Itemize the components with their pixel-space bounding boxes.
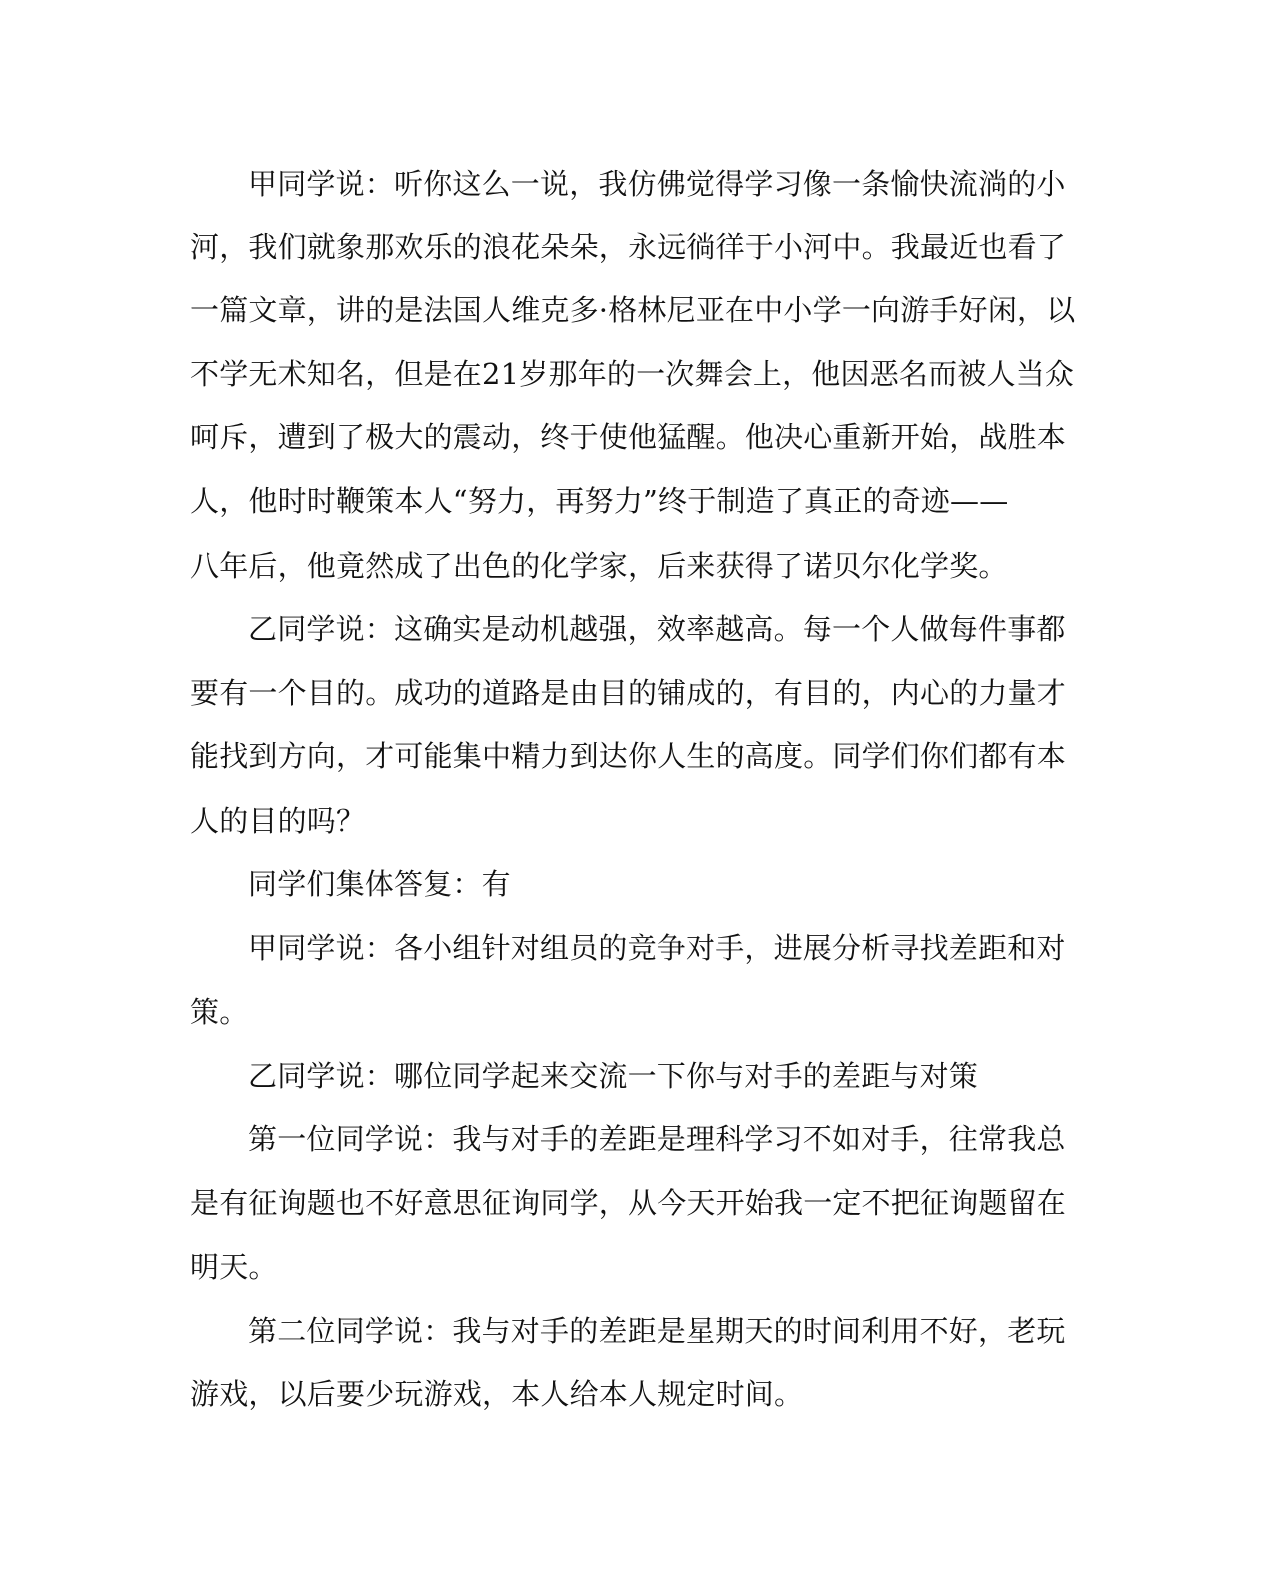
text-line: 人，他时时鞭策本人“努力，再努力”终于制造了真正的奇迹—— [190, 484, 1009, 518]
text-line: 要有一个目的。成功的道路是由目的铺成的，有目的，内心的力量才 [190, 676, 1067, 710]
text-line: 明天。 [190, 1250, 278, 1284]
text-line: 第一位同学说：我与对手的差距是理科学习不如对手，往常我总 [248, 1122, 1066, 1156]
text-line: 第二位同学说：我与对手的差距是星期天的时间利用不好，老玩 [248, 1314, 1066, 1348]
text-line: 策。 [190, 995, 249, 1029]
text-line: 乙同学说：这确实是动机越强，效率越高。每一个人做每件事都 [248, 612, 1066, 646]
text-line: 同学们集体答复：有 [248, 867, 511, 901]
text-line: 甲同学说：听你这么一说，我仿佛觉得学习像一条愉快流淌的小 [248, 167, 1066, 201]
text-line: 一篇文章，讲的是法国人维克多·格林尼亚在中小学一向游手好闲，以 [190, 293, 1076, 327]
text-line: 乙同学说：哪位同学起来交流一下你与对手的差距与对策 [248, 1059, 979, 1093]
text-line: 能找到方向，才可能集中精力到达你人生的高度。同学们你们都有本 [190, 739, 1067, 773]
text-line: 河，我们就象那欢乐的浪花朵朵，永远徜徉于小河中。我最近也看了 [190, 230, 1067, 264]
text-line: 呵斥，遭到了极大的震动，终于使他猛醒。他决心重新开始，战胜本 [190, 420, 1067, 454]
text-line: 八年后，他竟然成了出色的化学家，后来获得了诺贝尔化学奖。 [190, 549, 1008, 583]
text-line: 不学无术知名，但是在21岁那年的一次舞会上，他因恶名而被人当众 [190, 357, 1075, 391]
text-line: 人的目的吗？ [190, 804, 366, 838]
text-line: 是有征询题也不好意思征询同学，从今天开始我一定不把征询题留在 [190, 1186, 1067, 1220]
text-line: 游戏，以后要少玩游戏，本人给本人规定时间。 [190, 1377, 804, 1411]
text-line: 甲同学说：各小组针对组员的竞争对手，进展分析寻找差距和对 [248, 931, 1066, 965]
